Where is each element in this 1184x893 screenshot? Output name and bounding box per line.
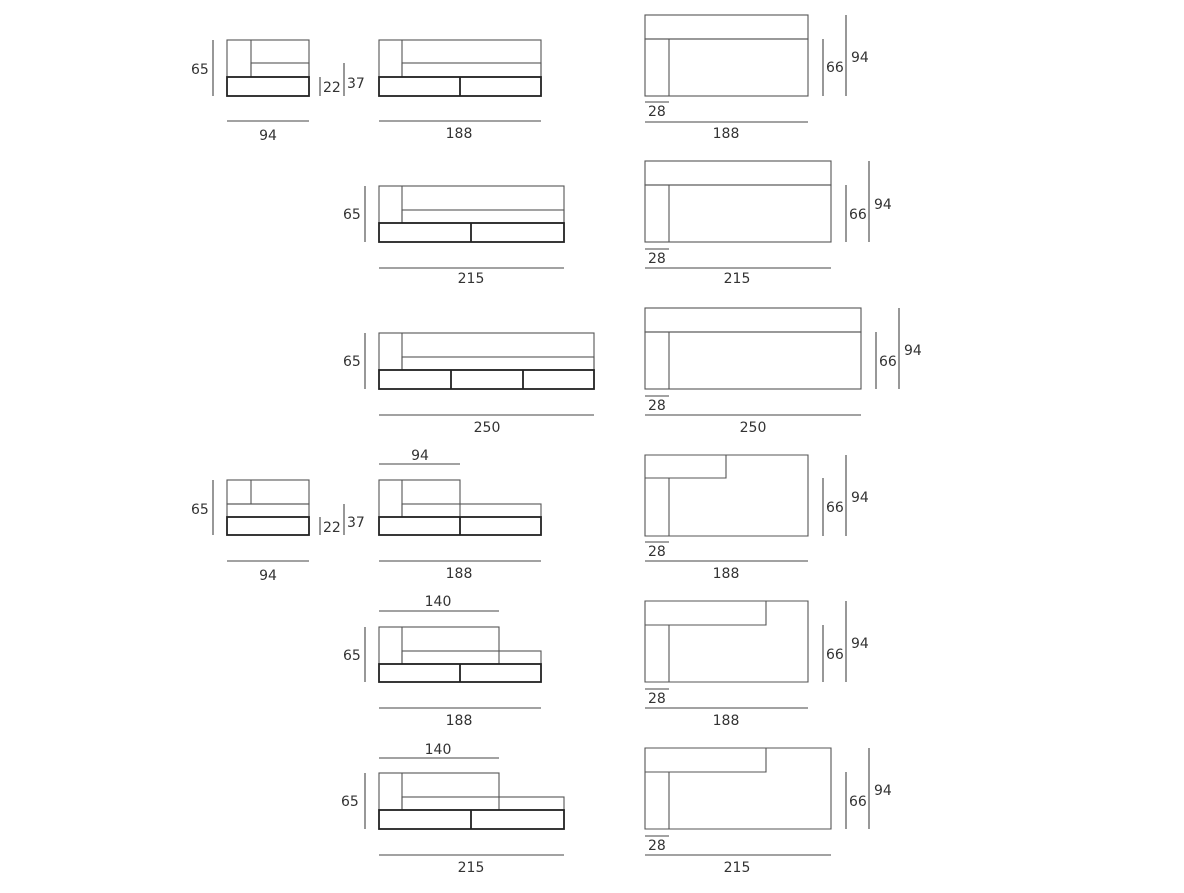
- width-label: 188: [712, 126, 740, 142]
- back-cushion: [379, 773, 499, 810]
- height-label: 65: [343, 354, 361, 370]
- top-view-chaise-188-long-back: [645, 601, 869, 729]
- seat-outline: [645, 332, 861, 389]
- backrest-top: [645, 601, 766, 625]
- width-label: 188: [445, 126, 473, 142]
- width-label: 188: [445, 566, 473, 582]
- height-label: 65: [191, 62, 209, 78]
- base-block: [379, 370, 594, 389]
- height-label: 65: [341, 794, 359, 810]
- front-view-chaise-215: [341, 742, 564, 876]
- seat-depth-label: 66: [826, 647, 844, 663]
- width-label: 215: [457, 271, 485, 287]
- width-label: 188: [712, 713, 740, 729]
- width-label: 94: [259, 568, 277, 584]
- seat-height-label: 22: [323, 80, 341, 96]
- height-label: 65: [343, 648, 361, 664]
- top-view-sofa-250: [645, 308, 922, 436]
- seat-cushion: [402, 210, 564, 223]
- height-label: 65: [343, 207, 361, 223]
- width-label: 215: [723, 271, 751, 287]
- arm-width-label: 28: [648, 251, 666, 267]
- width-label: 188: [445, 713, 473, 729]
- seat-cushion: [227, 504, 309, 517]
- back-cushion: [379, 186, 564, 223]
- back-width-label: 94: [411, 448, 429, 464]
- width-label: 215: [457, 860, 485, 876]
- seat-cushion: [402, 63, 541, 77]
- backrest-top: [645, 161, 831, 185]
- depth-label: 94: [851, 490, 869, 506]
- front-view-sofa-188: [379, 40, 541, 142]
- width-label: 250: [473, 420, 501, 436]
- base-block: [227, 77, 309, 96]
- width-label: 250: [739, 420, 767, 436]
- back-cushion: [227, 40, 309, 77]
- arm-height-label: 37: [347, 515, 365, 531]
- back-cushion: [379, 333, 594, 370]
- arm-width-label: 28: [648, 691, 666, 707]
- arm-width-label: 28: [648, 398, 666, 414]
- backrest-top: [645, 748, 766, 772]
- top-view-chaise-188: [645, 455, 869, 582]
- back-cushion: [227, 480, 309, 504]
- seat-cushion: [402, 357, 594, 370]
- seat-outline: [645, 748, 831, 829]
- depth-label: 94: [874, 197, 892, 213]
- depth-label: 94: [904, 343, 922, 359]
- top-view-sofa-215: [645, 161, 892, 287]
- front-view-sofa-215: [343, 186, 564, 287]
- seat-cushion: [251, 63, 309, 77]
- top-view-sofa-188: [645, 15, 869, 142]
- height-label: 65: [191, 502, 209, 518]
- front-view-chaise-188-long-back: [343, 594, 541, 729]
- base-block: [227, 517, 309, 535]
- backrest-top: [645, 15, 808, 39]
- front-view-sofa-250: [343, 333, 594, 436]
- depth-label: 94: [851, 50, 869, 66]
- arm-width-label: 28: [648, 544, 666, 560]
- width-label: 215: [723, 860, 751, 876]
- depth-label: 94: [851, 636, 869, 652]
- arm-height-label: 37: [347, 76, 365, 92]
- width-label: 94: [259, 128, 277, 144]
- seat-height-label: 22: [323, 520, 341, 536]
- seat-depth-label: 66: [826, 500, 844, 516]
- front-view-module-94-low: [191, 480, 365, 584]
- seat-depth-label: 66: [849, 207, 867, 223]
- arm-width-label: 28: [648, 838, 666, 854]
- backrest-top: [645, 455, 726, 478]
- seat-cushion: [402, 797, 564, 810]
- back-cushion: [379, 480, 460, 517]
- arm-width-label: 28: [648, 104, 666, 120]
- seat-cushion: [402, 504, 541, 517]
- backrest-top: [645, 308, 861, 332]
- seat-outline: [645, 185, 831, 242]
- back-width-label: 140: [424, 742, 452, 758]
- seat-depth-label: 66: [879, 354, 897, 370]
- front-view-module-94: [191, 40, 365, 144]
- back-width-label: 140: [424, 594, 452, 610]
- seat-depth-label: 66: [826, 60, 844, 76]
- back-cushion: [379, 627, 499, 664]
- back-cushion: [379, 40, 541, 77]
- seat-cushion: [402, 651, 541, 664]
- depth-label: 94: [874, 783, 892, 799]
- width-label: 188: [712, 566, 740, 582]
- front-view-chaise-188: [379, 448, 541, 582]
- top-view-chaise-215: [645, 748, 892, 876]
- seat-depth-label: 66: [849, 794, 867, 810]
